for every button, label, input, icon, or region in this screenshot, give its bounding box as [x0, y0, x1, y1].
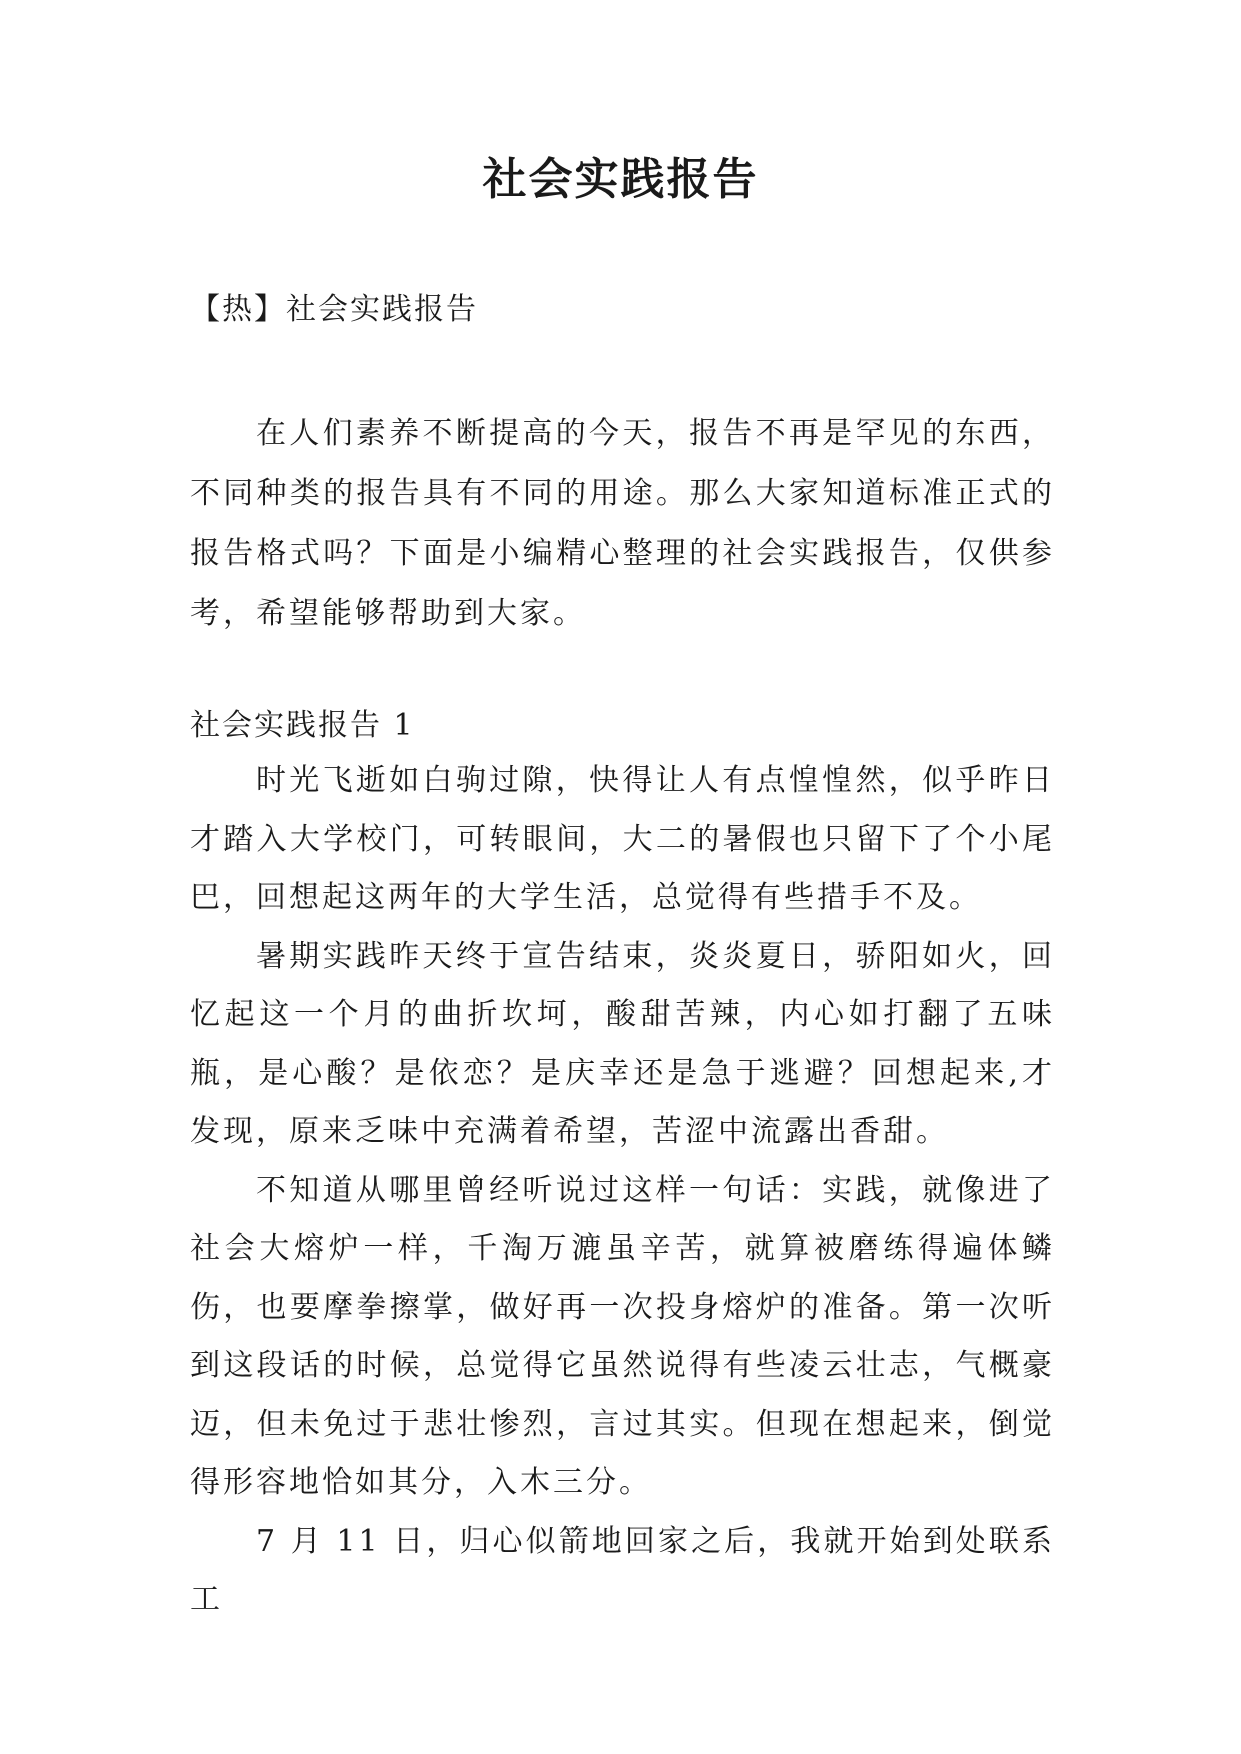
section-body [190, 752, 1055, 1630]
intro-paragraph: 在人们素养不断提高的今天，报告不再是罕见的东西，不同种类的报告具有不同的用途。那么大家知道标准正式的报告格式吗？下面是小编精心整理的社会实践报告，仅供参考，希望能够帮助到大家。 [190, 416, 1055, 631]
body-paragraph: 不知道从哪里曾经听说过这样一句话：实践，就像进了社会大熔炉一样，千淘万漉虽辛苦，就算被磨练得遍体鳞伤，也要摩拳擦掌，做好再一次投身熔炉的准备。第一次听到这段话的时候，总觉得它虽然说得有些凌云壮志，气概豪迈，但未免过于悲壮惨烈，言过其实。但现在想起来，倒觉得形容地恰如其分，入木三分。 [190, 1172, 1055, 1500]
section-heading: 社会实践报告 1 [190, 708, 415, 743]
document-subtitle: 【热】社会实践报告 [190, 292, 478, 327]
body-paragraph: 时光飞逝如白驹过隙，快得让人有点惶惶然，似乎昨日才踏入大学校门，可转眼间，大二的暑假也只留下了个小尾巴，回想起这两年的大学生活，总觉得有些措手不及。 [190, 763, 1055, 915]
body-paragraph: 暑期实践昨天终于宣告结束，炎炎夏日，骄阳如火，回忆起这一个月的曲折坎坷，酸甜苦辣，内心如打翻了五味瓶，是心酸？是依恋？是庆幸还是急于逃避？回想起来,才发现，原来乏味中充满着希望，苦涩中流露出香甜。 [190, 938, 1055, 1149]
document-title: 社会实践报告 [482, 154, 759, 205]
body-paragraph: 7 月 11 日，归心似箭地回家之后，我就开始到处联系工 [190, 1523, 1055, 1617]
